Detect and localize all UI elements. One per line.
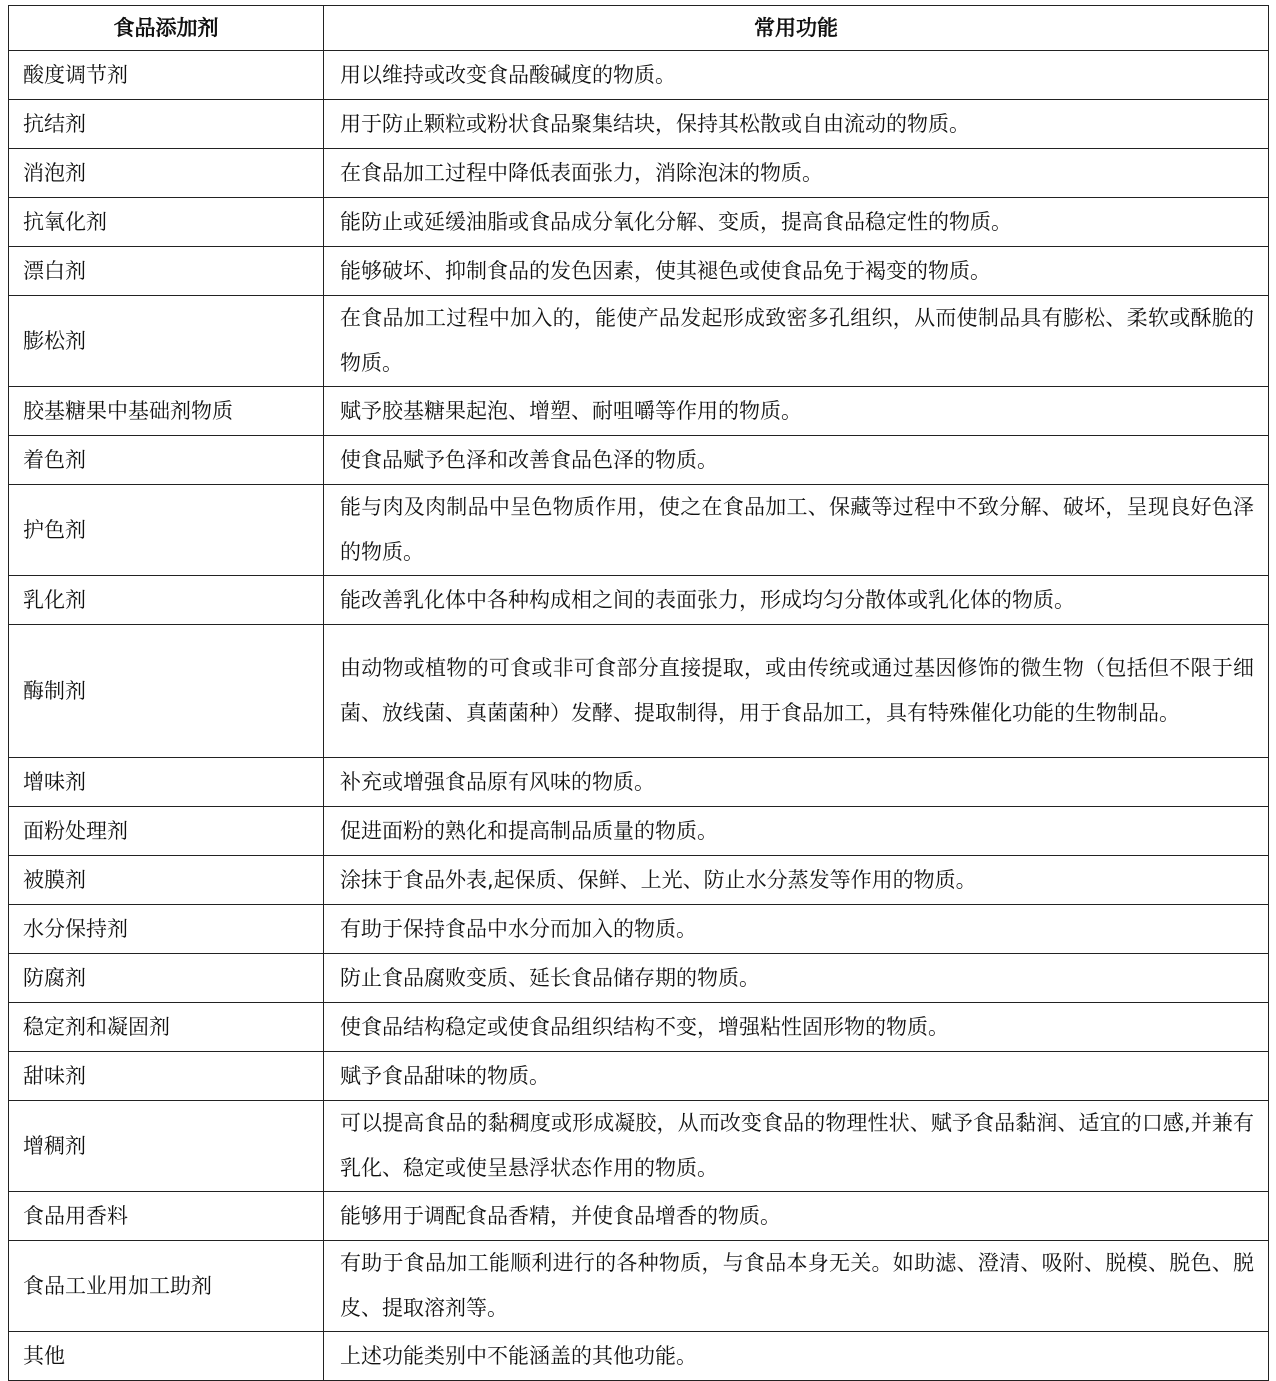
additive-name-cell: 乳化剂 — [9, 576, 324, 625]
additive-function-cell: 有助于保持食品中水分而加入的物质。 — [324, 905, 1269, 954]
table-row — [9, 576, 1269, 625]
additive-name-cell: 稳定剂和凝固剂 — [9, 1003, 324, 1052]
table-row — [9, 198, 1269, 247]
header-additive: 食品添加剂 — [9, 6, 324, 51]
header-function: 常用功能 — [324, 6, 1269, 51]
additive-function-cell: 能够用于调配食品香精，并使食品增香的物质。 — [324, 1192, 1269, 1241]
table-row — [9, 436, 1269, 485]
additive-function-cell: 防止食品腐败变质、延长食品储存期的物质。 — [324, 954, 1269, 1003]
additive-name-cell: 食品用香料 — [9, 1192, 324, 1241]
additive-name-cell: 甜味剂 — [9, 1052, 324, 1101]
additive-name-cell: 被膜剂 — [9, 856, 324, 905]
additive-name-cell: 水分保持剂 — [9, 905, 324, 954]
additive-name-cell: 食品工业用加工助剂 — [9, 1241, 324, 1332]
table-row — [9, 758, 1269, 807]
additive-function-cell: 有助于食品加工能顺利进行的各种物质，与食品本身无关。如助滤、澄清、吸附、脱模、脱色、脱皮、提取溶剂等。 — [324, 1241, 1269, 1332]
additive-name-cell: 其他 — [9, 1332, 324, 1381]
table-row — [9, 1241, 1269, 1332]
additive-function-cell: 促进面粉的熟化和提高制品质量的物质。 — [324, 807, 1269, 856]
additive-name-cell: 酶制剂 — [9, 625, 324, 758]
additive-name-cell: 漂白剂 — [9, 247, 324, 296]
additive-function-cell: 使食品结构稳定或使食品组织结构不变，增强粘性固形物的物质。 — [324, 1003, 1269, 1052]
additive-function-cell: 赋予胶基糖果起泡、增塑、耐咀嚼等作用的物质。 — [324, 387, 1269, 436]
additive-function-cell: 可以提高食品的黏稠度或形成凝胶，从而改变食品的物理性状、赋予食品黏润、适宜的口感,并兼有乳化、稳定或使呈悬浮状态作用的物质。 — [324, 1101, 1269, 1192]
table-row — [9, 387, 1269, 436]
table-row — [9, 1052, 1269, 1101]
additive-function-cell: 上述功能类别中不能涵盖的其他功能。 — [324, 1332, 1269, 1381]
additive-function-cell: 用于防止颗粒或粉状食品聚集结块，保持其松散或自由流动的物质。 — [324, 100, 1269, 149]
additive-name-cell: 防腐剂 — [9, 954, 324, 1003]
table-row — [9, 100, 1269, 149]
table-row — [9, 1101, 1269, 1192]
table-body — [9, 51, 1269, 1381]
additive-function-cell: 能与肉及肉制品中呈色物质作用，使之在食品加工、保藏等过程中不致分解、破坏，呈现良好色泽的物质。 — [324, 485, 1269, 576]
additive-function-cell: 赋予食品甜味的物质。 — [324, 1052, 1269, 1101]
additive-name-cell: 消泡剂 — [9, 149, 324, 198]
additive-function-cell: 使食品赋予色泽和改善食品色泽的物质。 — [324, 436, 1269, 485]
additive-name-cell: 抗氧化剂 — [9, 198, 324, 247]
additive-function-cell: 补充或增强食品原有风味的物质。 — [324, 758, 1269, 807]
table-row — [9, 485, 1269, 576]
additive-name-cell: 酸度调节剂 — [9, 51, 324, 100]
table-row — [9, 807, 1269, 856]
additive-function-cell: 在食品加工过程中降低表面张力，消除泡沫的物质。 — [324, 149, 1269, 198]
additive-function-cell: 用以维持或改变食品酸碱度的物质。 — [324, 51, 1269, 100]
table-row — [9, 1003, 1269, 1052]
additive-function-cell: 能够破坏、抑制食品的发色因素，使其褪色或使食品免于褐变的物质。 — [324, 247, 1269, 296]
table-row — [9, 856, 1269, 905]
additive-function-cell: 能防止或延缓油脂或食品成分氧化分解、变质，提高食品稳定性的物质。 — [324, 198, 1269, 247]
additive-name-cell: 胶基糖果中基础剂物质 — [9, 387, 324, 436]
additive-function-cell: 由动物或植物的可食或非可食部分直接提取，或由传统或通过基因修饰的微生物（包括但不限于细菌、放线菌、真菌菌种）发酵、提取制得，用于食品加工，具有特殊催化功能的生物制品。 — [324, 625, 1269, 758]
additive-name-cell: 护色剂 — [9, 485, 324, 576]
table-row — [9, 149, 1269, 198]
additive-name-cell: 着色剂 — [9, 436, 324, 485]
additive-name-cell: 面粉处理剂 — [9, 807, 324, 856]
additive-name-cell: 增稠剂 — [9, 1101, 324, 1192]
table-row — [9, 1192, 1269, 1241]
table-header-row — [9, 6, 1269, 51]
table-row — [9, 1332, 1269, 1381]
additive-name-cell: 增味剂 — [9, 758, 324, 807]
table-row — [9, 51, 1269, 100]
table-row — [9, 625, 1269, 758]
table-row — [9, 296, 1269, 387]
table-row — [9, 905, 1269, 954]
table-row — [9, 247, 1269, 296]
additive-function-cell: 在食品加工过程中加入的，能使产品发起形成致密多孔组织，从而使制品具有膨松、柔软或酥脆的物质。 — [324, 296, 1269, 387]
additive-function-cell: 能改善乳化体中各种构成相之间的表面张力，形成均匀分散体或乳化体的物质。 — [324, 576, 1269, 625]
additive-name-cell: 抗结剂 — [9, 100, 324, 149]
food-additives-table — [8, 5, 1269, 1381]
table-row — [9, 954, 1269, 1003]
additive-function-cell: 涂抹于食品外表,起保质、保鲜、上光、防止水分蒸发等作用的物质。 — [324, 856, 1269, 905]
additive-name-cell: 膨松剂 — [9, 296, 324, 387]
